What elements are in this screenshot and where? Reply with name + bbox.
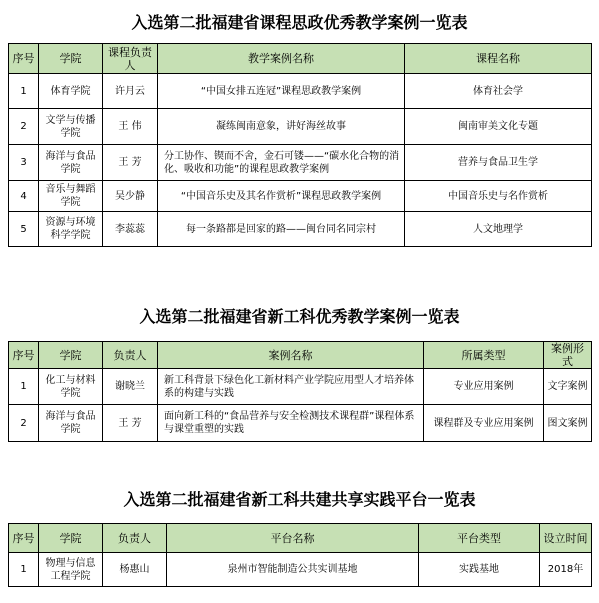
table-row xyxy=(9,74,592,109)
cell-course-name: 中国音乐史与名作赏析 xyxy=(405,181,592,212)
cell-lead: 谢晓兰 xyxy=(103,369,158,405)
table-row xyxy=(9,145,592,181)
header-index: 序号 xyxy=(9,342,39,369)
course-ideology-table xyxy=(8,43,592,247)
cell-college: 海洋与食品学院 xyxy=(39,405,103,442)
cell-index: 2 xyxy=(9,405,39,442)
header-index: 序号 xyxy=(9,44,39,74)
practice-platform-table xyxy=(8,523,592,587)
cell-course-name: 人文地理学 xyxy=(405,212,592,247)
header-established: 设立时间 xyxy=(540,524,592,553)
header-platform-type: 平台类型 xyxy=(419,524,540,553)
cell-college: 物理与信息工程学院 xyxy=(39,553,103,587)
header-college: 学院 xyxy=(39,524,103,553)
cell-college: 体育学院 xyxy=(39,74,103,109)
cell-case-type: 课程群及专业应用案例 xyxy=(424,405,544,442)
cell-case-name: 每一条路都是回家的路——闽台同名同宗村 xyxy=(158,212,405,247)
cell-lead: 吴少静 xyxy=(103,181,158,212)
table-row xyxy=(9,212,592,247)
cell-index: 2 xyxy=(9,109,39,145)
cell-index: 4 xyxy=(9,181,39,212)
cell-platform-type: 实践基地 xyxy=(419,553,540,587)
table-row xyxy=(9,181,592,212)
cell-case-name: “中国女排五连冠”课程思政教学案例 xyxy=(158,74,405,109)
cell-course-name: 营养与食品卫生学 xyxy=(405,145,592,181)
header-course-name: 课程名称 xyxy=(405,44,592,74)
cell-case-name: 凝练闽南意象，讲好海丝故事 xyxy=(158,109,405,145)
cell-course-name: 体育社会学 xyxy=(405,74,592,109)
cell-index: 1 xyxy=(9,369,39,405)
table-row xyxy=(9,405,592,442)
table-row xyxy=(9,553,592,587)
header-course-lead: 课程负责人 xyxy=(103,44,158,74)
cell-index: 1 xyxy=(9,553,39,587)
cell-case-name: 新工科背景下绿色化工新材料产业学院应用型人才培养体系的构建与实践 xyxy=(158,369,424,405)
header-college: 学院 xyxy=(39,342,103,369)
header-index: 序号 xyxy=(9,524,39,553)
cell-established: 2018年 xyxy=(540,553,592,587)
cell-lead: 李蕊蕊 xyxy=(103,212,158,247)
header-college: 学院 xyxy=(39,44,103,74)
cell-lead: 许月云 xyxy=(103,74,158,109)
cell-college: 音乐与舞蹈学院 xyxy=(39,181,103,212)
cell-index: 3 xyxy=(9,145,39,181)
cell-index: 5 xyxy=(9,212,39,247)
header-lead: 负责人 xyxy=(103,342,158,369)
cell-college: 化工与材料学院 xyxy=(39,369,103,405)
table-header-row xyxy=(9,524,592,553)
table2-title: 入选第二批福建省新工科优秀教学案例一览表 xyxy=(139,307,460,326)
cell-case-type: 专业应用案例 xyxy=(424,369,544,405)
cell-lead: 王 芳 xyxy=(103,405,158,442)
cell-lead: 王 伟 xyxy=(103,109,158,145)
cell-college: 资源与环境科学学院 xyxy=(39,212,103,247)
cell-case-name: 面向新工科的“食品营养与安全检测技术课程群”课程体系与课堂重塑的实践 xyxy=(158,405,424,442)
cell-course-name: 闽南审美文化专题 xyxy=(405,109,592,145)
table-row xyxy=(9,109,592,145)
cell-platform-name: 泉州市智能制造公共实训基地 xyxy=(167,553,419,587)
cell-case-form: 文字案例 xyxy=(544,369,592,405)
cell-college: 海洋与食品学院 xyxy=(39,145,103,181)
cell-lead: 王 芳 xyxy=(103,145,158,181)
header-case-type: 所属类型 xyxy=(424,342,544,369)
cell-college: 文学与传播学院 xyxy=(39,109,103,145)
table-row xyxy=(9,369,592,405)
cell-case-name: 分工协作、锲而不舍，金石可镂——“碳水化合物的消化、吸收和功能”的课程思政教学案例 xyxy=(158,145,405,181)
table3-title: 入选第二批福建省新工科共建共享实践平台一览表 xyxy=(123,490,476,509)
cell-case-name: “中国音乐史及其名作赏析”课程思政教学案例 xyxy=(158,181,405,212)
table-header-row xyxy=(9,44,592,74)
table-header-row xyxy=(9,342,592,369)
new-engineering-case-table xyxy=(8,341,592,442)
header-lead: 负责人 xyxy=(103,524,167,553)
header-case-name: 教学案例名称 xyxy=(158,44,405,74)
cell-lead: 杨惠山 xyxy=(103,553,167,587)
header-case-form: 案例形式 xyxy=(544,342,592,369)
cell-case-form: 图文案例 xyxy=(544,405,592,442)
cell-index: 1 xyxy=(9,74,39,109)
header-platform-name: 平台名称 xyxy=(167,524,419,553)
header-case-name: 案例名称 xyxy=(158,342,424,369)
table1-title: 入选第二批福建省课程思政优秀教学案例一览表 xyxy=(131,13,468,32)
